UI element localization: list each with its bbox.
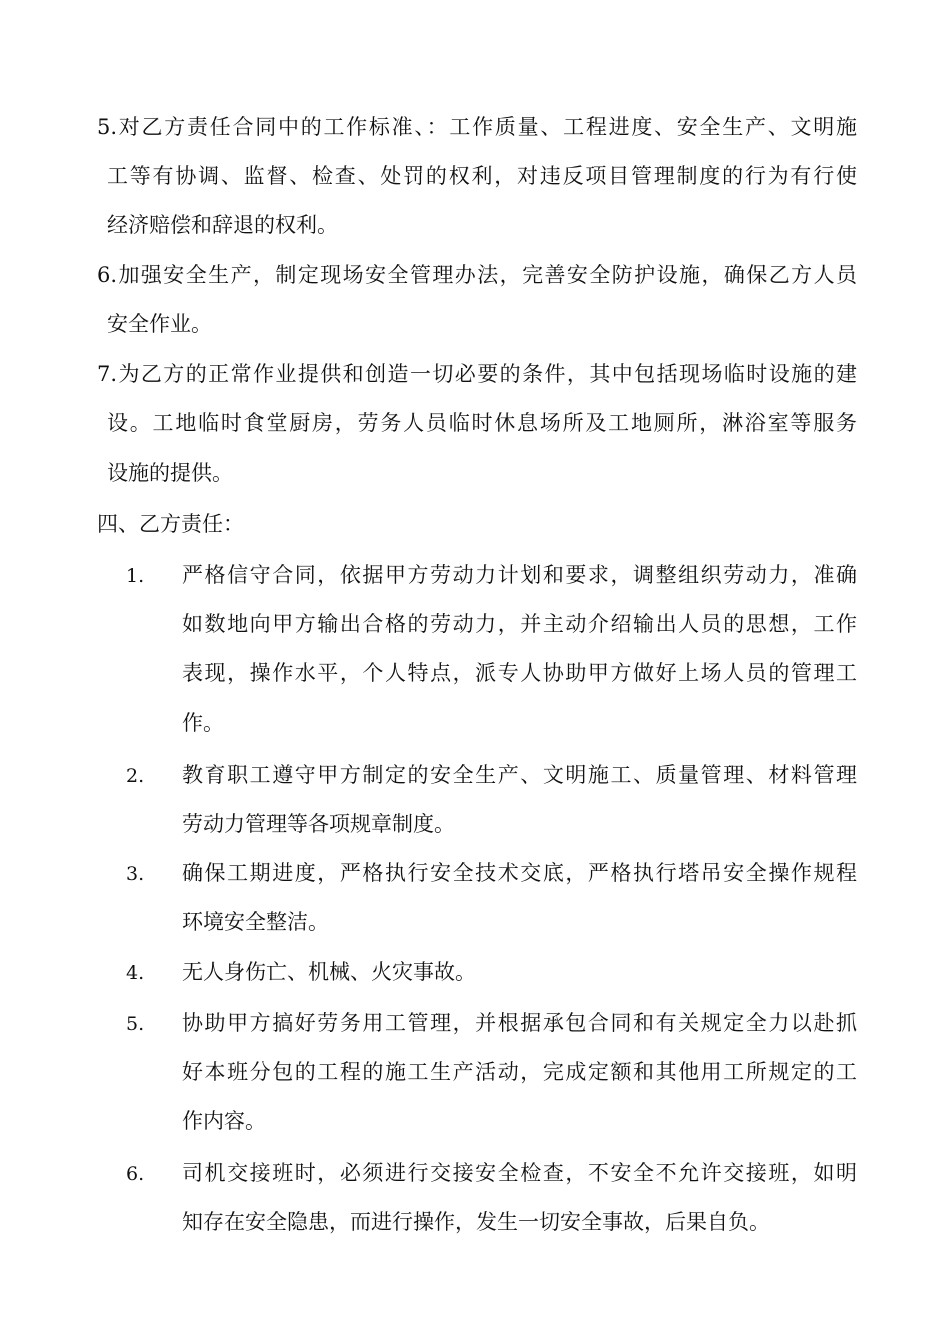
list-item-line: 表现，操作水平，个人特点，派专人协助甲方做好上场人员的管理工 bbox=[182, 661, 857, 685]
list-number: 1. bbox=[126, 565, 145, 587]
section-heading: 四、乙方责任： bbox=[97, 512, 244, 536]
paragraph-line: 安全作业。 bbox=[107, 312, 212, 336]
list-item-line: 教育职工遵守甲方制定的安全生产、文明施工、质量管理、材料管理 bbox=[182, 763, 857, 787]
list-item-line: 司机交接班时，必须进行交接安全检查，不安全不允许交接班，如明 bbox=[182, 1161, 857, 1185]
list-item-line: 确保工期进度，严格执行安全技术交底，严格执行塔吊安全操作规程 bbox=[182, 861, 857, 885]
paragraph-line: 设施的提供。 bbox=[107, 461, 233, 485]
paragraph-line: 6.加强安全生产，制定现场安全管理办法，完善安全防护设施，确保乙方人员 bbox=[97, 263, 857, 287]
list-number: 3. bbox=[126, 863, 145, 885]
list-item-line: 作。 bbox=[182, 711, 224, 735]
list-item-line: 好本班分包的工程的施工生产活动，完成定额和其他用工所规定的工 bbox=[182, 1060, 857, 1084]
list-number: 6. bbox=[126, 1163, 145, 1185]
list-item-line: 环境安全整洁。 bbox=[182, 910, 329, 934]
list-number: 4. bbox=[126, 962, 145, 984]
list-number: 5. bbox=[126, 1013, 145, 1035]
paragraph-line: 7.为乙方的正常作业提供和创造一切必要的条件，其中包括现场临时设施的建 bbox=[97, 362, 857, 386]
list-item-line: 严格信守合同，依据甲方劳动力计划和要求，调整组织劳动力，准确 bbox=[182, 563, 857, 587]
list-item-line: 无人身伤亡、机械、火灾事故。 bbox=[182, 960, 476, 984]
list-item-line: 知存在安全隐患，而进行操作，发生一切安全事故，后果自负。 bbox=[182, 1210, 770, 1234]
list-item-line: 劳动力管理等各项规章制度。 bbox=[182, 812, 455, 836]
paragraph-line: 设。工地临时食堂厨房，劳务人员临时休息场所及工地厕所，淋浴室等服务 bbox=[107, 411, 857, 435]
paragraph-line: 工等有协调、监督、检查、处罚的权利，对违反项目管理制度的行为有行使 bbox=[107, 164, 857, 188]
list-item-line: 协助甲方搞好劳务用工管理，并根据承包合同和有关规定全力以赴抓 bbox=[182, 1011, 857, 1035]
paragraph-line: 5.对乙方责任合同中的工作标准、：工作质量、工程进度、安全生产、文明施 bbox=[97, 115, 857, 139]
list-item-line: 如数地向甲方输出合格的劳动力，并主动介绍输出人员的思想，工作 bbox=[182, 612, 857, 636]
list-number: 2. bbox=[126, 765, 145, 787]
list-item-line: 作内容。 bbox=[182, 1109, 266, 1133]
paragraph-line: 经济赔偿和辞退的权利。 bbox=[107, 213, 338, 237]
